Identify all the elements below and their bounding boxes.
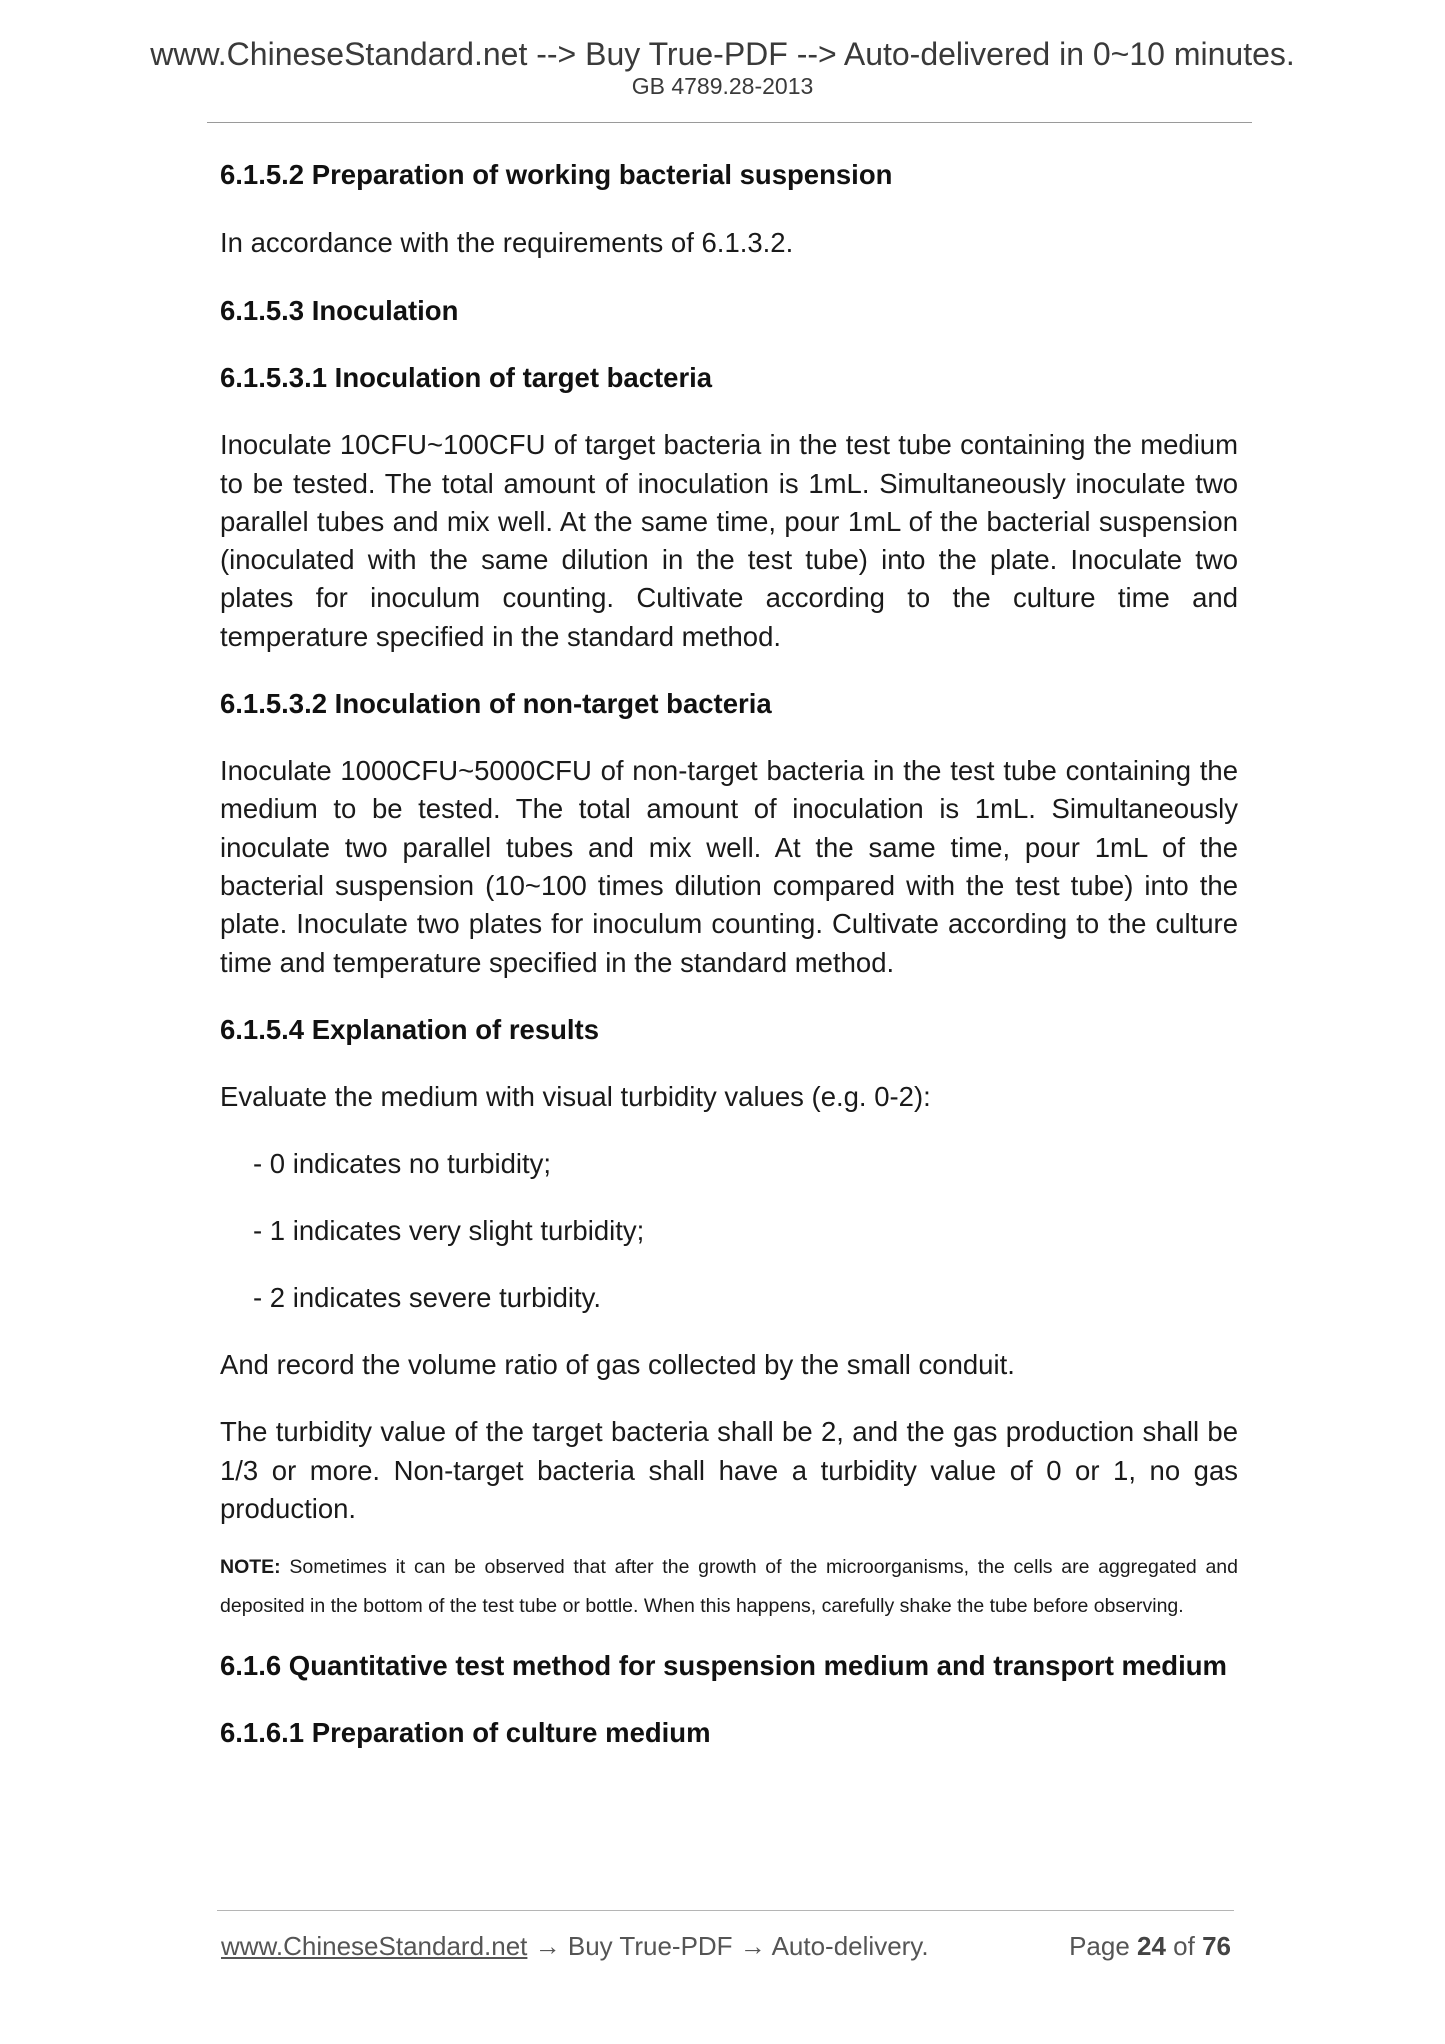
list-item: - 1 indicates very slight turbidity; [253, 1215, 645, 1247]
section-heading-6-1-6: 6.1.6 Quantitative test method for suspension medium and transport medium [220, 1650, 1227, 1682]
results-record: And record the volume ratio of gas collected by the small conduit. [220, 1349, 1015, 1381]
page-label: Page [1069, 1931, 1138, 1961]
list-item: - 2 indicates severe turbidity. [253, 1282, 601, 1314]
page-indicator [1069, 1931, 1231, 1962]
section-heading-6-1-5-3-2: 6.1.5.3.2 Inoculation of non-target bacteria [220, 688, 772, 720]
page-number: 24 [1137, 1931, 1166, 1961]
note-paragraph [220, 1548, 1238, 1625]
results-criteria: The turbidity value of the target bacteria shall be 2, and the gas production shall be 1/3 or more. Non-target bacteria shall have a turbidity value of 0 or 1, no gas production. [220, 1416, 1238, 1525]
section-text-6-1-5-3-2: Inoculate 1000CFU~5000CFU of non-target bacteria in the test tube containing the medium to be tested. The total amount of inoculation is 1mL. Simultaneously inoculate two parallel tubes and mix well. At the same time, pour 1mL of the bacterial suspension (10~100 times dilution compared with the test tube) into the plate. Inoculate two plates for inoculum counting. Cultivate according to the culture time and temperature specified in the standard method. [220, 755, 1238, 978]
document-code: GB 4789.28-2013 [631, 73, 814, 99]
note-text: Sometimes it can be observed that after the growth of the microorganisms, the cells are aggregated and deposited in the bottom of the test tube or bottle. When this happens, carefully shake the tube before observing. [220, 1556, 1238, 1617]
section-heading-6-1-5-3: 6.1.5.3 Inoculation [220, 295, 459, 327]
section-heading-6-1-5-3-1: 6.1.5.3.1 Inoculation of target bacteria [220, 362, 713, 394]
section-heading-6-1-5-4: 6.1.5.4 Explanation of results [220, 1013, 600, 1045]
results-intro: Evaluate the medium with visual turbidity values (e.g. 0-2): [220, 1080, 931, 1112]
total-pages: 76 [1202, 1931, 1231, 1961]
note-label: NOTE: [220, 1556, 281, 1579]
section-text-6-1-5-3-1: Inoculate 10CFU~100CFU of target bacteria in the test tube containing the medium to be tested. The total amount of inoculation is 1mL. Simultaneously inoculate two parallel tubes and mix well. At the same time, pour 1mL of the bacterial suspension (inoculated with the same dilution in the test tube) into the plate. Inoculate two plates for inoculum counting. Cultivate according to the culture time and temperature specified in the standard method. [220, 429, 1238, 652]
footer-tagline: → Buy True-PDF → Auto-delivery. [527, 1931, 929, 1961]
section-heading-6-1-5-2: 6.1.5.2 Preparation of working bacterial suspension [220, 159, 893, 190]
footer-divider [217, 1910, 1234, 1911]
header-divider [207, 122, 1252, 123]
top-banner[interactable]: www.ChineseStandard.net --> Buy True-PDF --> Auto-delivered in 0~10 minutes. [150, 36, 1295, 72]
page-content [220, 150, 1238, 1752]
footer-site-link[interactable]: www.ChineseStandard.net [221, 1931, 528, 1961]
section-text-6-1-5-2: In accordance with the requirements of 6.1.3.2. [220, 227, 794, 258]
section-heading-6-1-6-1: 6.1.6.1 Preparation of culture medium [220, 1717, 711, 1749]
page-footer [221, 1931, 1231, 1962]
list-item: - 0 indicates no turbidity; [253, 1148, 552, 1180]
of-label: of [1165, 1931, 1203, 1961]
